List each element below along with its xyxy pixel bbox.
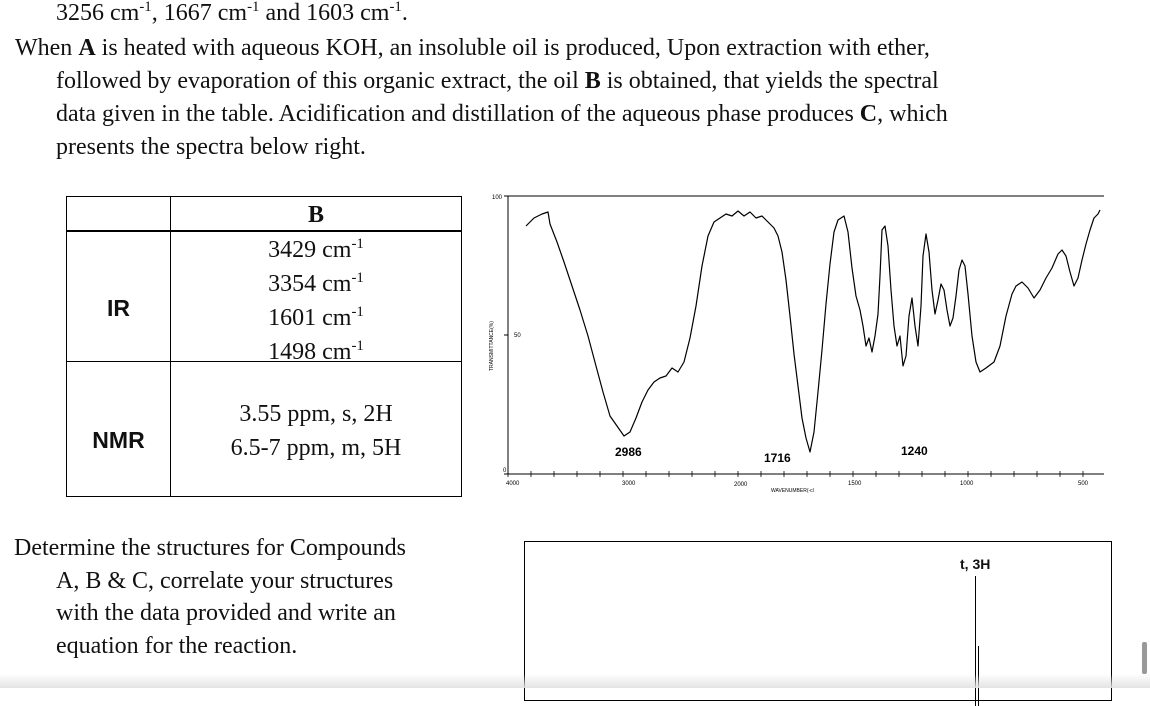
compound-b: B <box>584 68 601 94</box>
y-tick-label: 100 <box>492 195 503 201</box>
text: is obtained, that yields the spectral <box>600 68 939 94</box>
ir-spectrum <box>482 186 1108 498</box>
text: presents the spectra below right. <box>56 134 366 160</box>
exponent: -1 <box>389 0 402 15</box>
period: . <box>401 0 408 26</box>
text: , which <box>877 101 948 127</box>
header-ir-line <box>56 0 408 28</box>
ir-value-2: 1667 cm <box>163 0 248 26</box>
paragraph-line-1 <box>15 33 930 63</box>
peak-label-2986: 2986 <box>615 445 642 459</box>
row-label-ir: IR <box>107 295 130 321</box>
compound-c: C <box>859 101 878 127</box>
nmr-value: 3.55 ppm, s, 2H <box>239 401 393 427</box>
separator: , <box>151 0 164 26</box>
ir-value-3: 1603 cm <box>306 0 390 26</box>
separator: and <box>259 0 307 26</box>
text: data given in the table. Acidification and distillation of the aqueous phase produces <box>56 101 860 127</box>
paragraph-line-3 <box>56 99 948 129</box>
exponent: -1 <box>139 0 152 15</box>
paragraph-line-4 <box>56 132 366 162</box>
ir-value: 1498 $cm^{-1}$ <box>268 337 364 365</box>
nmr-value: 6.5-7 ppm, m, 5H <box>230 435 402 461</box>
x-tick-label: 4000 <box>506 481 520 487</box>
nmr-values-cell <box>171 397 461 465</box>
x-tick-label: 3000 <box>622 481 636 487</box>
compound-a: A <box>78 35 96 61</box>
x-tick-labels <box>506 481 1089 488</box>
ir-values-cell <box>171 233 461 369</box>
nmr-peak-annotation: t, 3H <box>960 556 991 572</box>
ir-value: 3354 $cm^{-1}$ <box>268 269 364 297</box>
x-tick-label: 500 <box>1078 481 1089 487</box>
question-line-3: with the data provided and write an <box>56 600 396 626</box>
x-axis-label: WAVENUMBER(-cl <box>771 488 814 494</box>
peak-label-1240: 1240 <box>901 444 928 458</box>
y-axis-label: TRANSMITTANCE(%) <box>489 321 495 371</box>
compound-b-data-table <box>66 196 462 497</box>
ir-spectrum-plot <box>482 186 1108 498</box>
bottom-fade <box>0 674 1150 688</box>
text: followed by evaporation of this organic extract, the oil <box>56 68 585 94</box>
x-tick-label: 1500 <box>848 481 862 487</box>
paragraph-line-2 <box>56 66 939 96</box>
text: is heated with aqueous KOH, an insoluble oil is produced, Upon extraction with ether, <box>95 35 930 61</box>
ir-value-1: 3256 cm <box>56 0 140 26</box>
x-tick-label: 1000 <box>960 481 974 487</box>
row-label-nmr: NMR <box>92 427 145 453</box>
exponent: -1 <box>247 0 260 15</box>
spectrum-trace <box>526 210 1100 452</box>
table-header-b: B <box>307 202 324 228</box>
question-line-2: A, B & C, correlate your structures <box>56 568 394 594</box>
peak-label-1716: 1716 <box>764 451 791 465</box>
ir-value: 1601 $cm^{-1}$ <box>268 303 364 331</box>
y-tick-label: 0 <box>503 468 507 474</box>
scroll-handle[interactable] <box>1142 642 1147 674</box>
y-tick-label: 50 <box>514 333 521 339</box>
question-line-4: equation for the reaction. <box>56 633 298 659</box>
text: When <box>15 35 79 61</box>
ir-value: 3429 $cm^{-1}$ <box>268 235 364 263</box>
x-tick-label: 2000 <box>734 482 748 488</box>
question-line-1: Determine the structures for Compounds <box>14 535 406 561</box>
